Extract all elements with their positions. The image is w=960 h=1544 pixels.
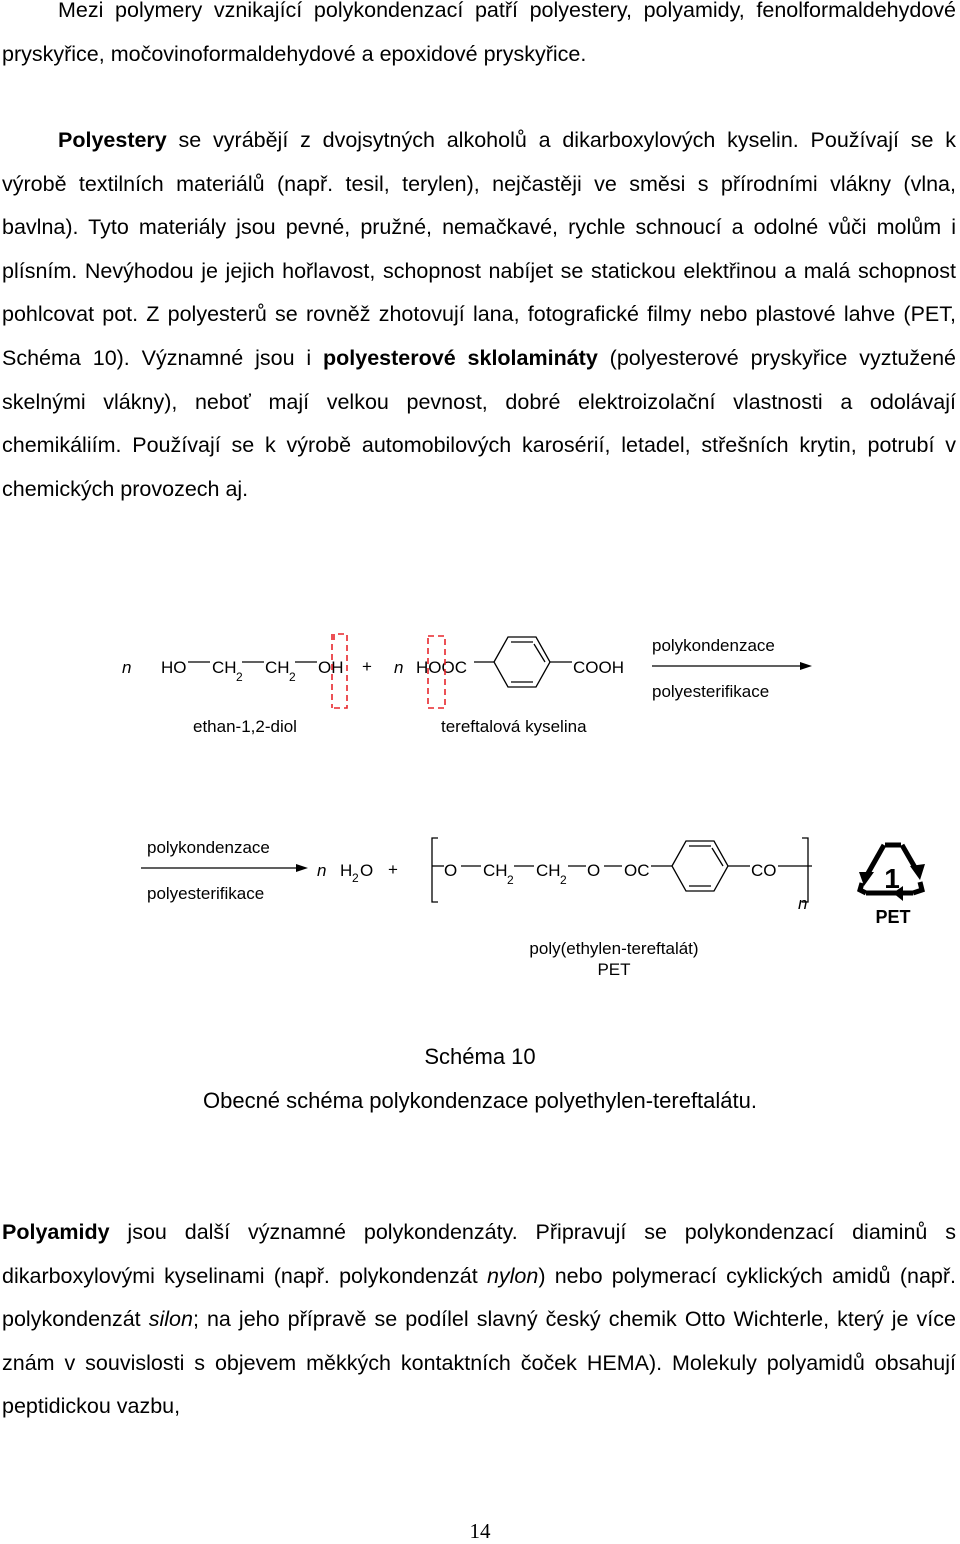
polymer-ch2-a: CH xyxy=(483,861,508,880)
ch2-group-a: CH xyxy=(212,658,237,677)
polymer-o-2: O xyxy=(587,861,601,880)
arrow-head-1 xyxy=(800,662,812,670)
n-coefficient-water: n xyxy=(317,861,327,880)
ho-group: HO xyxy=(161,658,187,677)
subscript-2a: 2 xyxy=(236,670,243,684)
paragraph-polyamides xyxy=(2,1211,956,1429)
plus-sign-1: + xyxy=(362,657,372,676)
paragraph-polyesters-text-2: (polyesterové pryskyřice vyztužené skelnými vlákny), neboť mají velkou pevnost, dobré elektroizolační vlastnosti a odolávají chemikáliím. Používají se k výrobě automobilových karosérií, letadel, střešních krytin, potrubí v chemických provozech aj. xyxy=(2,345,957,501)
ch2-group-b: CH xyxy=(265,658,290,677)
polymer-ch2-b: CH xyxy=(536,861,561,880)
n-repeat-index: n xyxy=(798,894,808,913)
term-sklolaminaty: polyesterové sklolamináty xyxy=(323,345,598,370)
subscript-2b: 2 xyxy=(289,670,296,684)
arrow-head-2 xyxy=(296,864,308,872)
plus-sign-2: + xyxy=(388,860,398,879)
scheme-caption-title: Schéma 10 xyxy=(424,1044,536,1069)
n-coefficient-acid: n xyxy=(394,658,404,677)
term-polyamidy: Polyamidy xyxy=(2,1220,110,1244)
term-silon: silon xyxy=(148,1307,193,1332)
paragraph-polyesters-text-1: se vyrábějí z dvojsytných alkoholů a dikarboxylových kyselin. Používají se k výrobě textilních materiálů (např. tesil, terylen), nejčastěji ve směsi s přírodními vlákny (vlna, bavlna). Tyto materiály jsou pevné, pružné, nemačkavé, rychle schnoucí a odolné vůči molům i plísním. Nevýhodou je jejich hořlavost, schopnost nabíjet se statickou elektřinou a malá schopnost pohlcovat pot. Z polyesterů se rovněž zhotovují lana, fotografické filmy nebo plastové lahve (PET, Schéma 10). Významné jsou i xyxy=(2,128,956,370)
polymer-co: CO xyxy=(751,861,777,880)
label-tereftalova-kyselina: tereftalová kyselina xyxy=(441,717,587,736)
arrow-label-polykondenzace-1: polykondenzace xyxy=(652,636,775,655)
n-coefficient-diol: n xyxy=(122,658,132,677)
polymer-subscript-2b: 2 xyxy=(560,873,567,887)
polymer-bracket-left xyxy=(432,838,438,902)
term-polyestery: Polyestery xyxy=(58,128,167,152)
polymer-bracket-right xyxy=(802,838,808,902)
arrow-label-polyesterifikace-1: polyesterifikace xyxy=(652,682,770,701)
paragraph-intro-text: Mezi polymery vznikající polykondenzací patří polyestery, polyamidy, fenolformaldehydové pryskyřice, močovinoformaldehydové a epoxidové pryskyřice. xyxy=(2,0,956,66)
water-subscript-2: 2 xyxy=(352,871,359,885)
paragraph-polyamides-text-2: ) nebo polymerací cyklických amidů (např. polykondenzát xyxy=(2,1263,956,1332)
scheme-caption-text: Obecné schéma polykondenzace polyethylen-tereftalátu. xyxy=(202,1088,757,1113)
cooh-group: COOH xyxy=(573,658,624,677)
paragraph-polyamides-text-1: jsou další významné polykondenzáty. Připravují se polykondenzací diaminů s dikarboxylovými kyselinami (např. polykondenzát xyxy=(2,1220,956,1288)
arrow-label-polykondenzace-2: polykondenzace xyxy=(147,838,270,857)
water-h: H xyxy=(340,861,353,880)
polymer-subscript-2a: 2 xyxy=(507,873,514,887)
benzene-ring-1 xyxy=(494,637,550,687)
polymer-abbreviation: PET xyxy=(597,960,631,979)
paragraph-polyamides-text-3: ; na jeho přípravě se podílel slavný český chemik Otto Wichterle, který je více znám v souvislosti s objevem měkkých kontaktních čoček HEMA). Molekuly polyamidů obsahují peptidickou vazbu, xyxy=(2,1307,956,1419)
water-o: O xyxy=(360,861,374,880)
polymer-name: poly(ethylen-tereftalát) xyxy=(529,939,699,958)
page-number: 14 xyxy=(469,1519,491,1543)
label-ethan-diol: ethan-1,2-diol xyxy=(193,717,297,736)
oh-group: OH xyxy=(318,658,344,677)
term-nylon: nylon xyxy=(486,1263,539,1288)
recycling-number: 1 xyxy=(884,863,900,894)
polymer-o-1: O xyxy=(444,861,458,880)
hooc-group: HOOC xyxy=(416,658,467,677)
polymer-oc: OC xyxy=(624,861,650,880)
recycling-label: PET xyxy=(875,907,911,927)
recycling-pet-icon xyxy=(859,845,925,927)
benzene-ring-2 xyxy=(672,841,728,891)
arrow-label-polyesterifikace-2: polyesterifikace xyxy=(147,884,265,903)
